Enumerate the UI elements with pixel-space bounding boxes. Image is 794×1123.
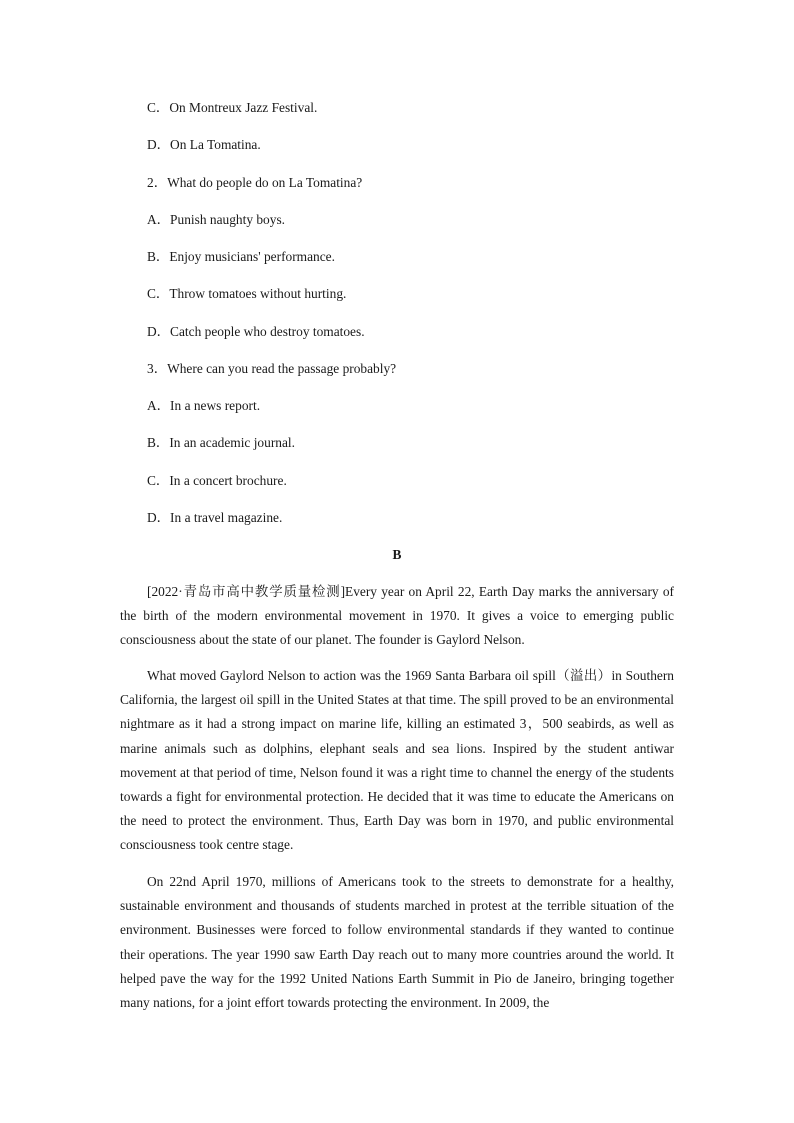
- q3-option-d: D．In a travel magazine.: [147, 510, 283, 525]
- q3-option-a: A．In a news report.: [147, 398, 261, 413]
- q3-option-c: C．In a concert brochure.: [147, 473, 287, 488]
- q1-option-c: C．On Montreux Jazz Festival.: [147, 100, 318, 115]
- passage-paragraph-2: What moved Gaylord Nelson to action was the 1969 Santa Barbara oil spill（溢出）in Southern California, the largest oil spill in the United States at that time. The spill proved to be an environmental nightmare as it had a strong impact on marine life, killing an estimated 3，500 seabirds, as well as marine animals such as dolphins, elephant seals and sea lions. Inspired by the student antiwar movement at that period of time, Nelson found it was a right time to channel the energy of the students towards a fight for environmental protection. He decided that it was time to educate the Americans on the need to protect the environment. Thus, Earth Day was born in 1970, and public environmental consciousness took centre stage.: [120, 668, 674, 853]
- q1-option-d: D．On La Tomatina.: [147, 137, 261, 152]
- q2-stem: 2．What do people do on La Tomatina?: [147, 175, 363, 190]
- q2-option-b: B．Enjoy musicians' performance.: [147, 249, 335, 264]
- q3-stem: 3．Where can you read the passage probably?: [147, 361, 397, 376]
- q2-option-c: C．Throw tomatoes without hurting.: [147, 286, 347, 301]
- section-heading: B: [392, 547, 402, 562]
- passage-paragraph-1-text: Every year on April 22, Earth Day marks the anniversary of the birth of the modern environmental movement in 1970. It gives a voice to emerging public consciousness about the state of our planet. The founder is Gaylord Nelson.: [120, 584, 674, 648]
- q2-option-a: A．Punish naughty boys.: [147, 212, 286, 227]
- q2-option-d: D．Catch people who destroy tomatoes.: [147, 324, 365, 339]
- q3-option-b: B．In an academic journal.: [147, 435, 295, 450]
- passage-paragraph-3: On 22nd April 1970, millions of Americans took to the streets to demonstrate for a healthy, sustainable environment and thousands of students marched in protest at the terrible situation of the environment. Businesses were forced to follow environmental standards if they wanted to continue their operations. The year 1990 saw Earth Day reach out to many more countries around the world. It helped pave the way for the 1992 United Nations Earth Summit in Pio de Janeiro, bringing together many nations, for a joint effort towards protecting the environment. In 2009, the: [120, 874, 674, 1011]
- passage-source: [2022·青岛市高中教学质量检测]: [147, 584, 346, 599]
- passage-paragraph-1: [120, 580, 674, 653]
